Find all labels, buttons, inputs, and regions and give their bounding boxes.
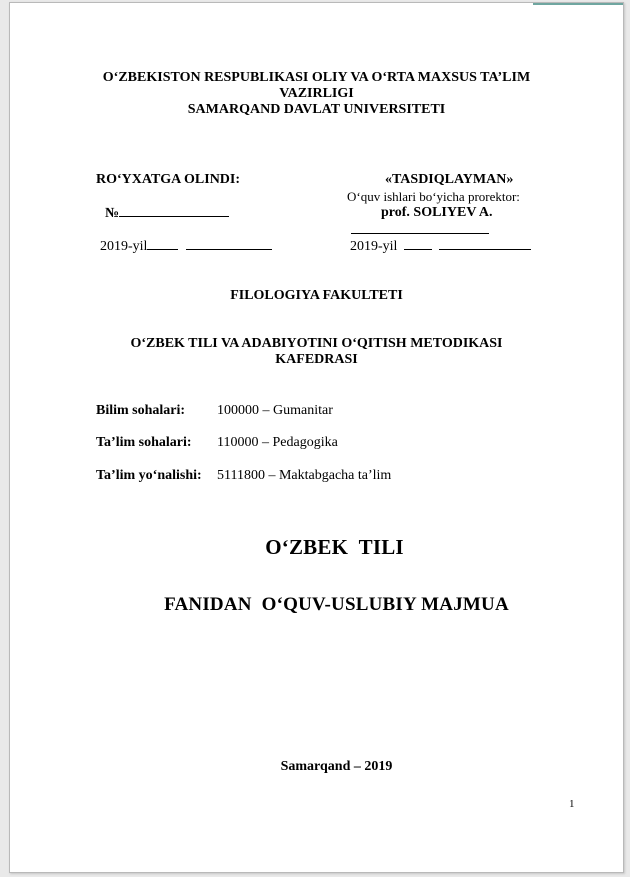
department-line-2: KAFEDRASI [275,352,358,367]
department-line-1: O‘ZBEK TILI VA ADABIYOTINI O‘QITISH METODIKASI [130,336,503,351]
ministry-line-2: VAZIRLIGI [279,86,354,101]
approve-label: «TASDIQLAYMAN» [385,172,514,187]
registered-label: RO‘YXATGA OLINDI: [96,172,241,187]
subject-title: O‘ZBEK TILI [265,535,404,559]
faculty-name: FILOLOGIYA FAKULTETI [230,288,403,303]
field-label: Bilim sohalari: [96,403,186,418]
number-underline [119,205,229,217]
field-label: Ta’lim sohalari: [96,435,192,450]
prorector-name: prof. SOLIYEV A. [381,205,493,220]
left-year: 2019-yil [100,239,148,254]
left-day-underline [147,238,178,250]
field-label: Ta’lim yo‘nalishi: [96,468,202,483]
field-value: 100000 – Gumanitar [217,403,333,418]
university-name: SAMARQAND DAVLAT UNIVERSITETI [187,102,446,117]
right-date-line [350,238,531,255]
field-value: 5111800 – Maktabgacha ta’lim [217,468,392,483]
left-date-line [100,238,272,255]
number-sign: № [105,206,120,221]
place-year: Samarqand – 2019 [280,759,393,774]
ministry-line-1: O‘ZBEKISTON RESPUBLIKASI OLIY VA O‘RTA MAXSUS TA’LIM [102,70,531,85]
window-accent-bar [533,3,623,5]
right-year: 2019-yil [350,239,398,254]
department-name [10,336,623,368]
page-number: 1 [569,798,575,810]
left-month-underline [186,238,272,250]
prorector-role: O‘quv ishlari bo‘yicha prorektor: [347,189,520,204]
field-row [96,468,391,484]
right-month-underline [439,238,531,250]
signature-underline [351,233,489,234]
right-day-underline [404,238,432,250]
ministry-header [10,70,623,118]
field-row [96,435,338,451]
registration-number [105,205,229,222]
complex-title: FANIDAN O‘QUV-USLUBIY MAJMUA [164,594,509,615]
document-page [9,2,624,873]
field-row [96,403,333,419]
field-value: 110000 – Pedagogika [217,435,338,450]
